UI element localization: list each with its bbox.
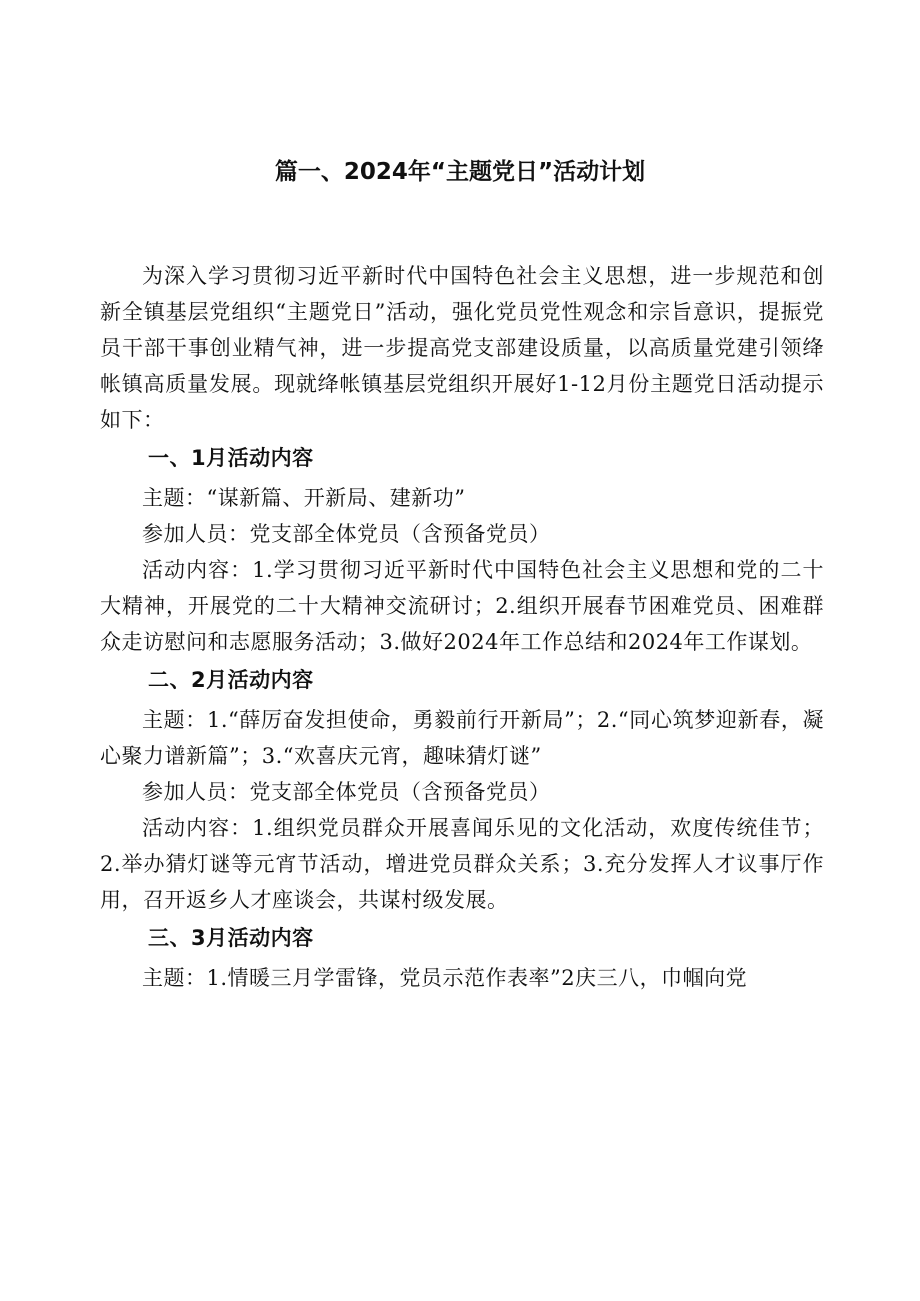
section-theme-february: 主题：1.“薛厉奋发担使命，勇毅前行开新局”；2.“同心筑梦迎新春，凝心聚力谱新篇”；3.“欢喜庆元宵，趣味猜灯谜” — [100, 708, 824, 768]
document-title: 篇一、2024年“主题党日”活动计划 — [274, 159, 646, 185]
section-heading-january: 一、1月活动内容 — [148, 446, 314, 470]
section-theme-march: 主题：1.情暖三月学雷锋，党员示范作表率”2庆三八，巾帼向党 — [142, 966, 748, 990]
section-theme-january: 主题：“谋新篇、开新局、建新功” — [142, 486, 466, 510]
intro-paragraph: 为深入学习贯彻习近平新时代中国特色社会主义思想，进一步规范和创新全镇基层党组织“主题党日”活动，强化党员党性观念和宗旨意识，提振党员干部干事创业精气神，进一步提高党支部建设质量，以高质量党建引领绛帐镇高质量发展。现就绛帐镇基层党组织开展好1-12月份主题党日活动提示如下： — [100, 264, 824, 432]
section-participants-february: 参加人员：党支部全体党员（含预备党员） — [142, 780, 551, 804]
section-heading-february: 二、2月活动内容 — [148, 668, 314, 692]
section-heading-march: 三、3月活动内容 — [148, 926, 314, 950]
document-body — [100, 258, 824, 996]
section-participants-january: 参加人员：党支部全体党员（含预备党员） — [142, 522, 551, 546]
section-activities-february: 活动内容：1.组织党员群众开展喜闻乐见的文化活动，欢度传统佳节；2.举办猜灯谜等元宵节活动，增进党员群众关系；3.充分发挥人才议事厅作用，召开返乡人才座谈会，共谋村级发展。 — [100, 816, 824, 912]
section-activities-january: 活动内容：1.学习贯彻习近平新时代中国特色社会主义思想和党的二十大精神，开展党的二十大精神交流研讨；2.组织开展春节困难党员、困难群众走访慰问和志愿服务活动；3.做好2024年工作总结和2024年工作谋划。 — [100, 558, 824, 654]
